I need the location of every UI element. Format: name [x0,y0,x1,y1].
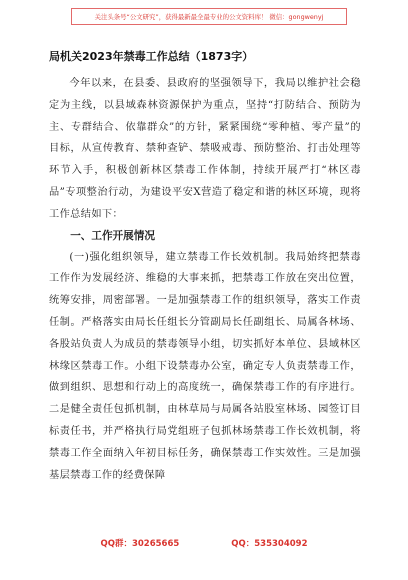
qq-group-text: QQ群：30265665 [100,539,180,549]
qq-contact-text: QQ：535304092 [231,539,308,549]
section-paragraph: (一)强化组织领导，建立禁毒工作长效机制。我局始终把禁毒工作作为发展经济、维稳的大事来抓，把禁毒工作放在突出位置，统筹安排，周密部署。一是加强禁毒工作的组织领导，落实工作责任制。严格落实由局长任组长分管副局长任副组长、局属各林场、各股站负责人为成员的禁毒领导小组，切实抓好本单位、县域林区林缘区禁毒工作。小组下设禁毒办公室，确定专人负责禁毒工作，做到组织、思想和行动上的高度统一，确保禁毒工作的有序进行。二是健全责任包抓机制，由林草局与局属各站股室林场、园签订目标责任书，并严格执行局党组班子包抓林场禁毒工作长效机制，将禁毒工作全面纳入年初目标任务，确保禁毒工作实效性。三是加强基层禁毒工作的经费保障 [49,251,361,481]
intro-paragraph: 今年以来，在县委、县政府的坚强领导下，我局以维护社会稳定为主线，以县域森林资源保护为重点，坚持“打防结合、预防为主、专群结合、依靠群众”的方针，紧紧围绕“零种植、零产量”的目标，从宣传教育、禁种查铲、禁吸戒毒、预防整治、打击处理等环节入手，积极创新林区禁毒工作体制，持续开展严打“林区毒品”专项整治行动，为建设平安X营造了稳定和谐的林区环境，现将工作总结如下： [49,78,361,220]
document-title: 局机关2023年禁毒工作总结（1873字） [49,50,254,63]
promo-banner [71,8,347,25]
footer-contact [0,537,408,549]
promo-banner-text: 关注头条号“公文研究”，获得最新最全最专业的公文资料库！ 微信：gongwenyj [94,13,324,21]
document-body [49,50,361,486]
section-heading: 一、工作开展情况 [70,229,155,242]
